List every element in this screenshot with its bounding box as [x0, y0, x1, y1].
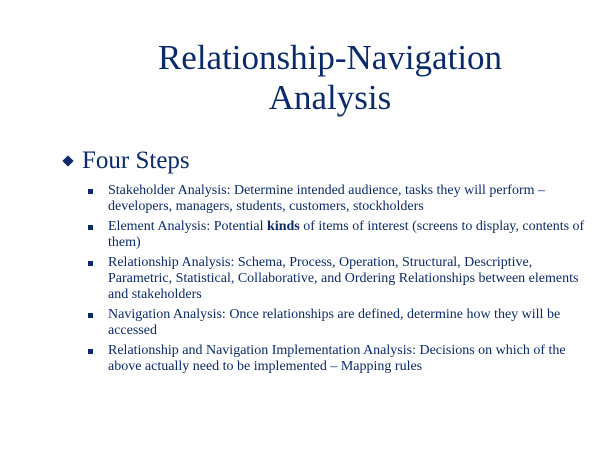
square-bullet-icon [88, 261, 93, 266]
sub-bullet-text: Relationship and Navigation Implementation Analysis: Decisions on which of the above actually need to be implemented – Mapping rules [108, 343, 566, 374]
title-line-2: Analysis [268, 78, 392, 117]
sub-bullet-text-after: of items of interest (screens to display, contents of them) [108, 219, 585, 250]
sub-bullet-element-analysis [88, 219, 588, 251]
sub-bullet-text: Relationship Analysis: Schema, Process, Operation, Structural, Descriptive, Parametric, Statistical, Collaborative, and Ordering Relationships between elements and stakeholders [108, 255, 579, 302]
sub-bullet-text: Navigation Analysis: Once relationships are defined, determine how they will be accessed [108, 307, 561, 338]
sub-bullet-text-before: Element Analysis: Potential [108, 219, 268, 234]
sub-bullet-list [88, 183, 588, 379]
sub-bullet-implementation-analysis [88, 343, 588, 375]
title-line-1: Relationship-Navigation [157, 38, 503, 77]
main-bullet-text: Four Steps [82, 147, 190, 174]
slide-title [60, 38, 600, 118]
diamond-bullet-icon [62, 155, 73, 166]
square-bullet-icon [88, 313, 93, 318]
square-bullet-icon [88, 349, 93, 354]
sub-bullet-text-bold: kinds [267, 219, 300, 234]
sub-bullet-text: Stakeholder Analysis: Determine intended audience, tasks they will perform – developers, managers, students, customers, stockholders [108, 183, 545, 214]
square-bullet-icon [88, 189, 93, 194]
sub-bullet-stakeholder-analysis [88, 183, 588, 215]
sub-bullet-relationship-analysis [88, 255, 588, 303]
square-bullet-icon [88, 225, 93, 230]
sub-bullet-navigation-analysis [88, 307, 588, 339]
main-bullet [60, 146, 190, 176]
